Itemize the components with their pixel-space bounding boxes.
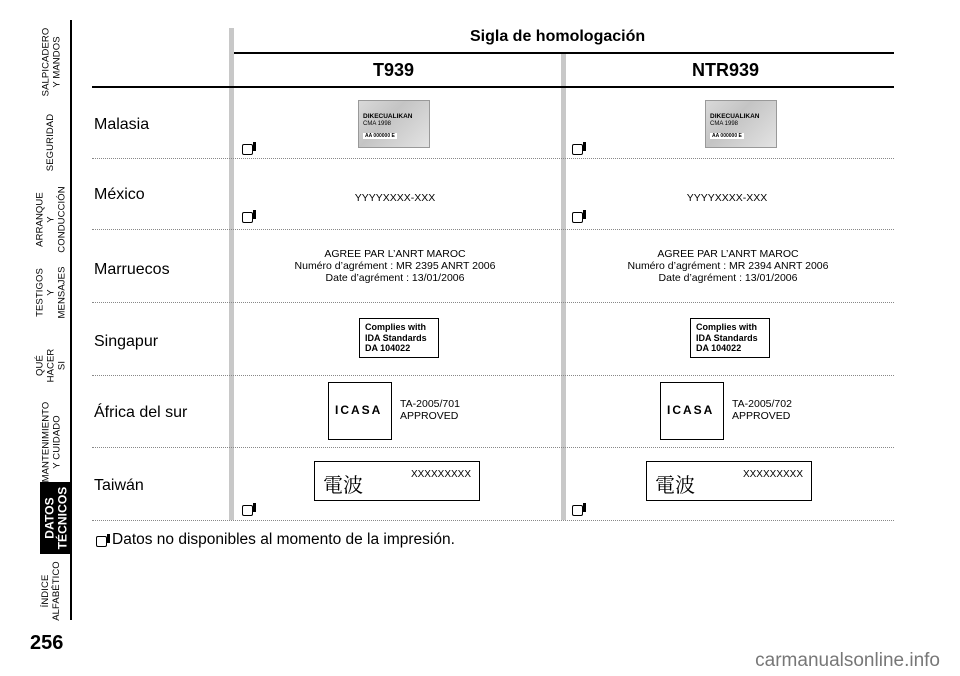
ncc-mark: 電波 [323, 473, 363, 497]
watermark: carmanualsonline.info [755, 650, 940, 671]
marruecos-approval [612, 248, 844, 284]
tab-label: TESTIGOS Y MENSAJES [34, 265, 68, 318]
ida-line: DA 104022 [696, 343, 742, 353]
ida-line: DA 104022 [365, 343, 411, 353]
label-code: AA 000000 E [712, 133, 742, 139]
country-malasia: Malasia [94, 116, 150, 133]
tab-arranque[interactable] [30, 182, 72, 256]
ida-line: Complies with [365, 322, 427, 332]
approval-line: Date d’agrément : 13/01/2006 [658, 272, 798, 284]
malasia-label-image [705, 100, 777, 148]
label-text: DIKECUALIKAN [710, 113, 760, 120]
country-mexico: México [94, 186, 145, 203]
ncc-code: XXXXXXXXX [742, 469, 803, 480]
ncc-label [646, 461, 812, 501]
mexico-code: YYYYXXXX-XXX [354, 192, 436, 204]
country-singapur: Singapur [94, 333, 159, 350]
mexico-code: YYYYXXXX-XXX [686, 192, 768, 204]
icasa-approval [400, 398, 460, 422]
tab-label: ARRANQUE Y CONDUCCIÓN [34, 185, 68, 253]
column-divider-middle [561, 54, 566, 520]
checkbox-icon [572, 144, 583, 155]
tab-label: QUÉ HACER SI [34, 348, 68, 382]
marruecos-approval [280, 248, 510, 284]
chapter-sidebar [0, 0, 74, 676]
icasa-logo-text: ICASA [335, 403, 383, 417]
tab-label: ÍNDICE ALFABÉTICO [40, 561, 63, 621]
tab-seguridad[interactable] [30, 104, 72, 180]
tab-mantenimiento[interactable] [30, 401, 72, 483]
ida-label [359, 318, 439, 358]
tab-datos-tecnicos[interactable] [40, 482, 72, 554]
icasa-logo [328, 382, 392, 440]
row-separator [92, 229, 894, 230]
checkbox-icon [242, 212, 253, 223]
icasa-line: APPROVED [400, 410, 459, 422]
page-number: 256 [30, 632, 64, 654]
tab-testigos[interactable] [30, 258, 72, 326]
ncc-mark: 電波 [655, 473, 695, 497]
tab-label: SEGURIDAD [45, 113, 57, 171]
icasa-line: TA-2005/701 [400, 398, 460, 410]
label-code: AA 000000 E [365, 133, 395, 139]
approval-line: Numéro d’agrément : MR 2394 ANRT 2006 [627, 260, 829, 272]
approval-line: Numéro d’agrément : MR 2395 ANRT 2006 [294, 260, 496, 272]
column-header-ntr939: NTR939 [692, 60, 760, 80]
icasa-logo [660, 382, 724, 440]
ida-line: Complies with [696, 322, 758, 332]
approval-line: AGREE PAR L’ANRT MAROC [657, 248, 799, 260]
country-marruecos: Marruecos [94, 261, 170, 278]
table-title: Sigla de homologación [470, 28, 646, 45]
tab-indice[interactable] [30, 556, 72, 626]
approval-line: Date d’agrément : 13/01/2006 [325, 272, 465, 284]
icasa-line: TA-2005/702 [732, 398, 792, 410]
label-text: CMA 1998 [363, 121, 392, 127]
checkbox-icon [96, 536, 107, 547]
row-separator [92, 375, 894, 376]
row-separator [92, 158, 894, 159]
tab-label: MANTENIMIENTO Y CUIDADO [40, 401, 63, 483]
header-bottom-rule [92, 86, 894, 88]
country-africa-del-sur: África del sur [94, 404, 188, 421]
label-text: DIKECUALIKAN [363, 113, 413, 120]
header-rule [234, 52, 894, 54]
row-separator [92, 520, 894, 521]
country-taiwan: Taiwán [94, 477, 144, 494]
ida-line: IDA Standards [365, 332, 427, 343]
tab-label: SALPICADERO Y MANDOS [40, 27, 62, 97]
ncc-code: XXXXXXXXX [410, 469, 471, 480]
row-separator [92, 302, 894, 303]
column-header-t939: T939 [373, 60, 415, 80]
tab-salpicadero[interactable] [30, 22, 72, 102]
icasa-line: APPROVED [732, 410, 791, 422]
checkbox-icon [572, 505, 583, 516]
ncc-label [314, 461, 480, 501]
ida-line: IDA Standards [696, 332, 758, 343]
ida-label [690, 318, 770, 358]
icasa-logo-text: ICASA [667, 403, 715, 417]
icasa-approval [732, 398, 792, 422]
malasia-label-image [358, 100, 430, 148]
approval-line: AGREE PAR L’ANRT MAROC [324, 248, 466, 260]
tab-que-hacer[interactable] [30, 328, 72, 402]
label-text: CMA 1998 [710, 121, 739, 127]
checkbox-icon [242, 144, 253, 155]
row-separator [92, 447, 894, 448]
checkbox-icon [242, 505, 253, 516]
footnote: Datos no disponibles al momento de la impresión. [112, 531, 455, 548]
checkbox-icon [572, 212, 583, 223]
tab-label: DATOS TÉCNICOS [42, 486, 69, 550]
